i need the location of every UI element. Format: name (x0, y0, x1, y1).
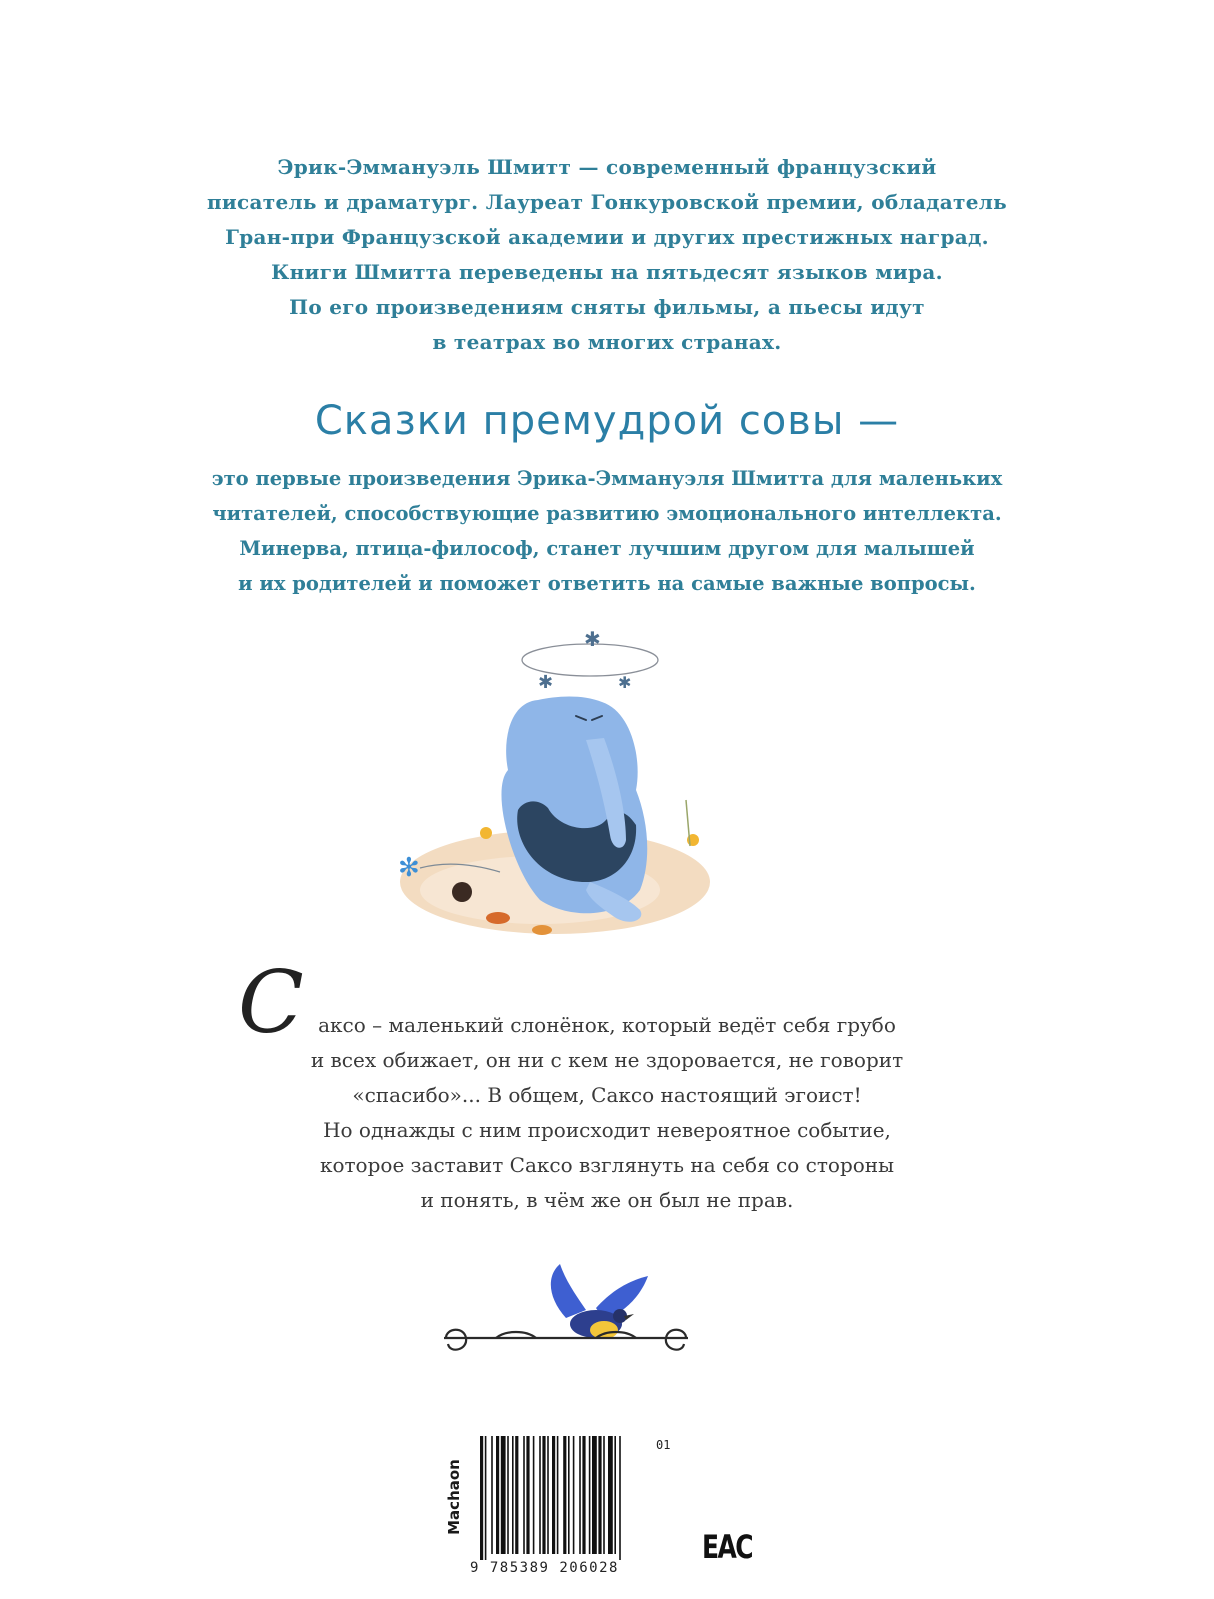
barcode-bar (526, 1436, 529, 1554)
barcode-bar (480, 1436, 483, 1560)
synopsis-line: Но однажды с ним происходит невероятное событие, (323, 1118, 891, 1142)
barcode-bar (557, 1436, 559, 1554)
star-icon: ✱ (538, 672, 554, 693)
bird-ornament (436, 1258, 696, 1388)
barcode (474, 1436, 664, 1560)
barcode-bar (547, 1436, 549, 1554)
leaf-icon (532, 925, 552, 935)
barcode-bar (552, 1436, 555, 1554)
barcode-bar (485, 1436, 487, 1560)
barcode-bar (491, 1436, 493, 1554)
leaf-icon (486, 912, 510, 924)
series-description-line: Минерва, птица-философ, станет лучшим другом для малышей (239, 537, 975, 560)
barcode-bar (496, 1436, 499, 1554)
barcode-bar (579, 1436, 581, 1554)
publisher-name: Machaon (445, 1459, 463, 1535)
series-description (100, 461, 1114, 601)
synopsis-drop-cap: С (238, 953, 304, 1053)
barcode-addon-digits: 01 (656, 1438, 671, 1452)
elephant-illustration (390, 620, 730, 950)
barcode-digits: 9 785389 206028 (470, 1560, 619, 1576)
barcode-bar (582, 1436, 585, 1554)
synopsis-line: «спасибо»... В общем, Саксо настоящий эгоист! (352, 1083, 862, 1107)
barcode-bar (507, 1436, 509, 1554)
barcode-bar (568, 1436, 570, 1554)
barcode-bar (539, 1436, 541, 1554)
author-bio-line: По его произведениям сняты фильмы, а пьесы идут (289, 295, 925, 319)
synopsis-line: и понять, в чём же он был не прав. (420, 1188, 794, 1212)
series-description-line: и их родителей и поможет ответить на самые важные вопросы. (238, 572, 976, 595)
author-bio-line: Гран-при Французской академии и других престижных наград. (225, 225, 989, 249)
synopsis-line: аксо – маленький слонёнок, который ведёт себя грубо (318, 1013, 896, 1037)
barcode-bar (523, 1436, 525, 1554)
series-description-line: читателей, способствующие развитию эмоционального интеллекта. (212, 502, 1002, 525)
bird-icon (551, 1264, 648, 1339)
barcode-bar (608, 1436, 613, 1554)
barcode-bar (563, 1436, 566, 1554)
author-bio-line: Эрик-Эммануэль Шмитт — современный французский (277, 155, 937, 179)
barcode-bar (573, 1436, 575, 1554)
author-bio (120, 150, 1094, 360)
barcode-bar (592, 1436, 597, 1554)
barcode-bar (515, 1436, 518, 1554)
eac-certification-mark: EAC (702, 1528, 753, 1566)
star-icon: ✱ (584, 627, 601, 651)
barcode-bar (589, 1436, 591, 1554)
barcode-bar (598, 1436, 601, 1554)
cornflower-icon: ✻ (398, 853, 420, 883)
barcode-bar (542, 1436, 545, 1554)
publisher-logo (436, 1440, 468, 1570)
author-bio-line: писатель и драматург. Лауреат Гонкуровской премии, обладатель (206, 190, 1008, 214)
barcode-bar (619, 1436, 621, 1560)
series-title: Сказки премудрой совы — (314, 398, 900, 444)
synopsis-line: и всех обижает, он ни с кем не здоровается, не говорит (310, 1048, 904, 1072)
synopsis-line: которое заставит Саксо взглянуть на себя со стороны (319, 1153, 895, 1177)
author-bio-line: Книги Шмитта переведены на пятьдесят языков мира. (271, 260, 943, 284)
barcode-bar (512, 1436, 514, 1554)
snail-icon (452, 882, 472, 902)
series-description-line: это первые произведения Эрика-Эммануэля Шмитта для маленьких (211, 467, 1003, 490)
flourish-divider (444, 1330, 688, 1350)
star-icon: ✱ (618, 673, 632, 692)
barcode-bar (501, 1436, 506, 1554)
barcode-bar (603, 1436, 605, 1554)
barcode-bar (614, 1436, 616, 1554)
author-bio-line: в театрах во многих странах. (432, 330, 782, 354)
flower-icon (480, 827, 492, 839)
synopsis (200, 1008, 1014, 1218)
barcode-bar (533, 1436, 535, 1554)
